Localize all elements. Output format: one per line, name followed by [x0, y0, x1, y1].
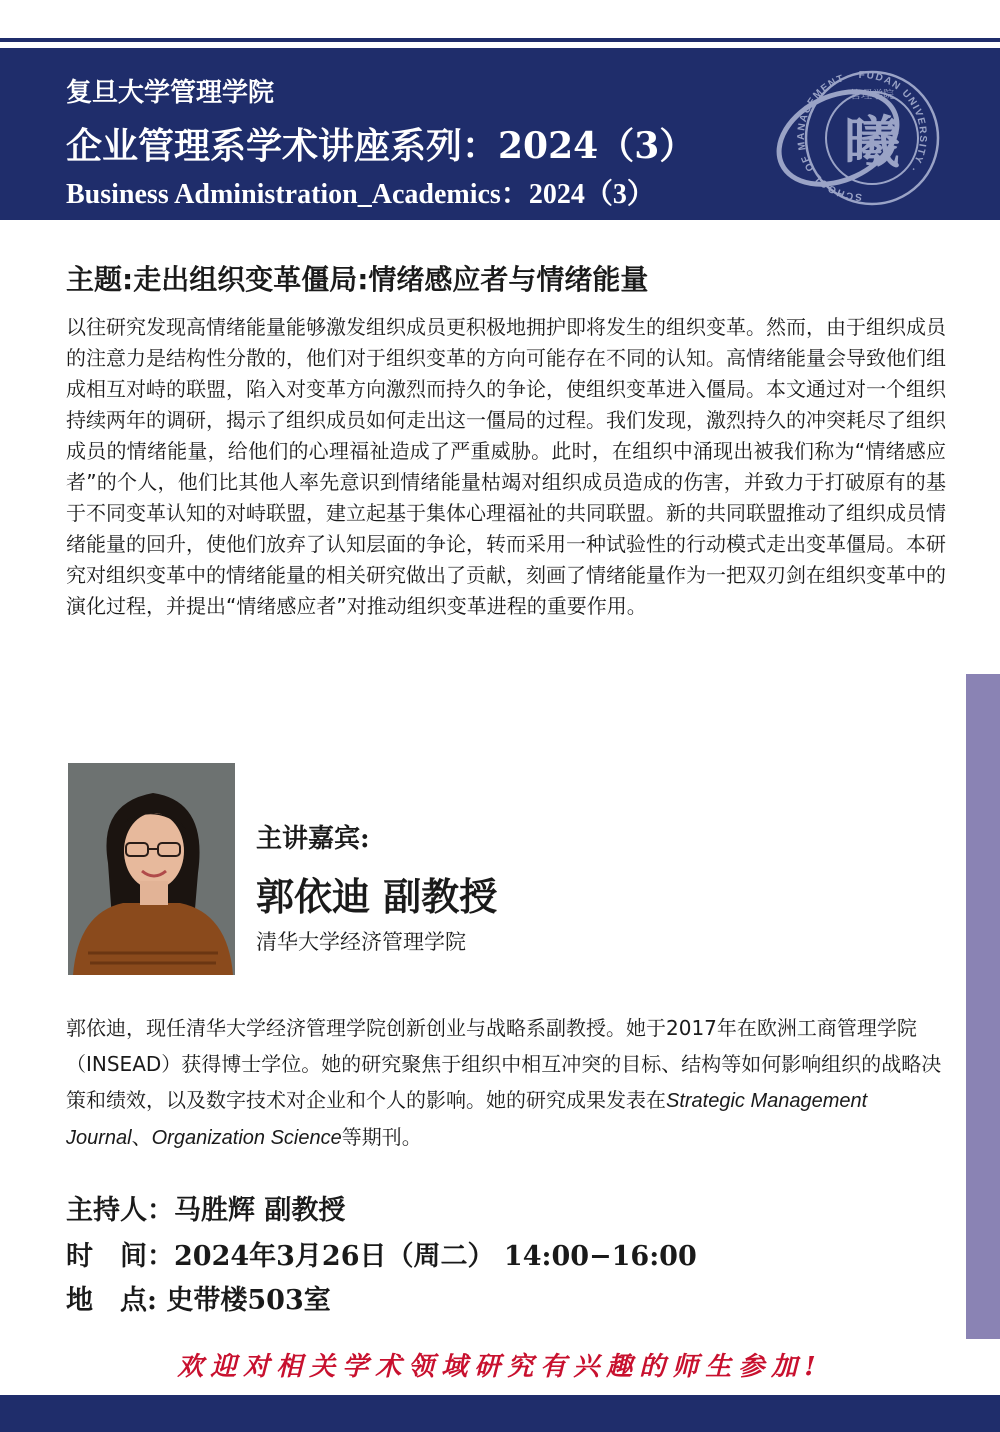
svg-text:SCHOOL OF MANAGEMENT · FUDAN U: SCHOOL OF MANAGEMENT · FUDAN UNIVERSITY · [796, 69, 929, 203]
journal-name: Strategic Management Journal [66, 1090, 868, 1149]
event-host: 主持人：马胜辉 副教授 [66, 1195, 346, 1226]
bottom-bar [0, 1395, 1000, 1432]
series-title: 企业管理系学术讲座系列：2024（3） [66, 125, 696, 167]
series-title-english: Business Administration_Academics：2024（3） [66, 179, 655, 210]
school-name: 复旦大学管理学院 [66, 78, 275, 108]
talk-topic: 主题:走出组织变革僵局:情绪感应者与情绪能量 [66, 263, 649, 296]
speaker-name: 郭依迪 副教授 [256, 874, 498, 919]
event-place: 地 点: 史带楼503室 [66, 1285, 331, 1316]
journal-name: Organization Science [151, 1127, 342, 1149]
talk-abstract: 以往研究发现高情绪能量能够激发组织成员更积极地拥护即将发生的组织变革。然而，由于组织成员的注意力是结构性分散的，他们对于组织变革的方向可能存在不同的认知。高情绪能量会导致他们组成相互对峙的联盟，陷入对变革方向激烈而持久的争论，使组织变革进入僵局。本文通过对一个组织持续两年的调研，揭示了组织成员如何走出这一僵局的过程。我们发现，激烈持久的冲突耗尽了组织成员的情绪能量，给他们的心理福祉造成了严重威胁。此时，在组织中涌现出被我们称为“情绪感应者”的个人，他们比其他人率先意识到情绪能量枯竭对组织成员造成的伤害，并致力于打破原有的基于不同变革认知的对峙联盟，建立起基于集体心理福祉的共同联盟。新的共同联盟推动了组织成员情绪能量的回升，使他们放弃了认知层面的争论，转而采用一种试验性的行动模式走出变革僵局。本研究对组织变革中的情绪能量的相关研究做出了贡献，刻画了情绪能量作为一把双刃剑在组织变革中的演化过程，并提出“情绪感应者”对推动组织变革进程的重要作用。 [66, 315, 946, 618]
speaker-bio [66, 1010, 946, 1156]
event-time: 时 间：2024年3月26日（周二） 14:00−16:00 [66, 1241, 697, 1272]
svg-text:管理学院: 管理学院 [850, 88, 894, 101]
bio-text: 郭依迪，现任清华大学经济管理学院创新创业与战略系副教授。她于2017年在欧洲工商管理学院（INSEAD）获得博士学位。她的研究聚焦于组织中相互冲突的目标、结构等如何影响组织的战略决策和绩效，以及数字技术对企业和个人的影响。她的研究成果发表在 [66, 1016, 942, 1112]
decorative-side-bar [966, 674, 1000, 1339]
welcome-message: 欢迎对相关学术领域研究有兴趣的师生参加! [177, 1352, 823, 1382]
header-banner [0, 48, 1000, 220]
bio-separator: 、 [131, 1125, 152, 1149]
speaker-affiliation: 清华大学经济管理学院 [256, 930, 466, 954]
speaker-label: 主讲嘉宾: [256, 824, 370, 854]
top-divider-line [0, 38, 1000, 42]
svg-text:曦: 曦 [844, 110, 900, 176]
bio-text-end: 等期刊。 [341, 1125, 422, 1149]
speaker-photo [68, 763, 235, 975]
fudan-school-of-management-logo [772, 66, 952, 211]
